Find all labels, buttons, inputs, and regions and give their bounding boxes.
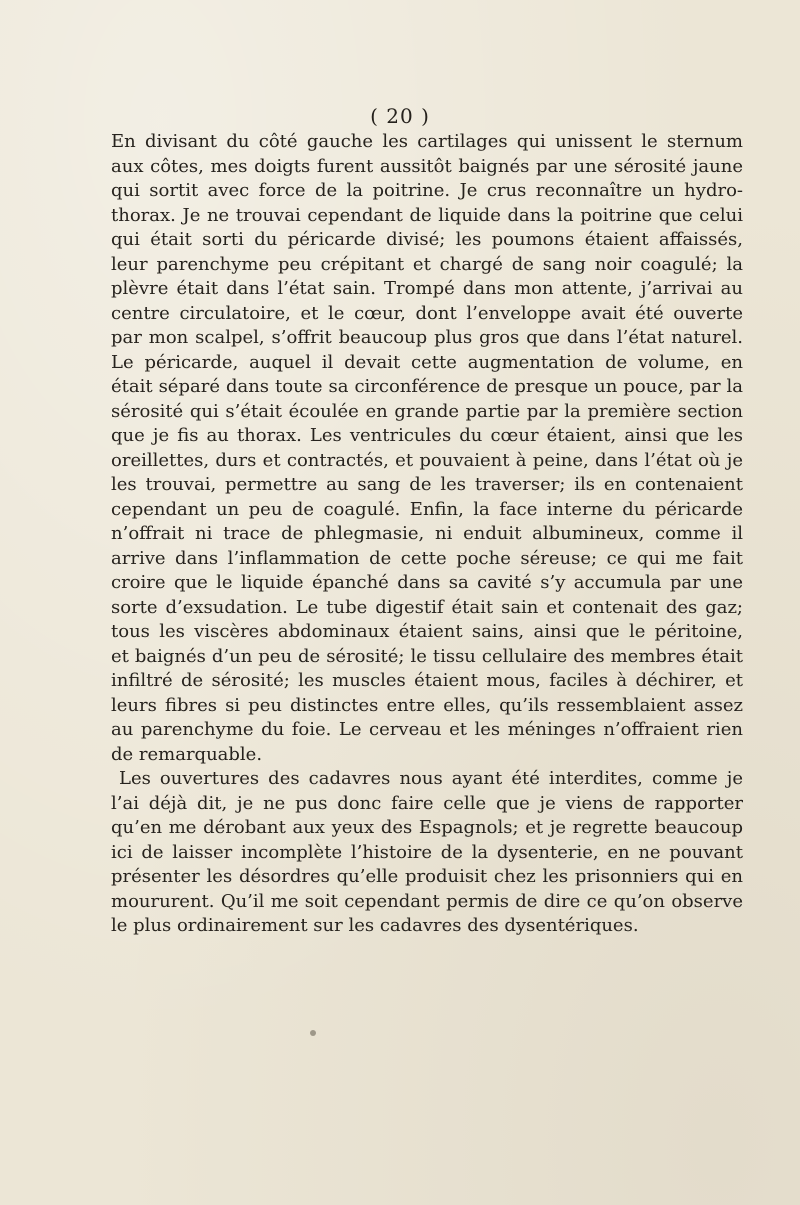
page-number: ( 20 )	[370, 104, 430, 128]
ink-spot	[310, 1030, 316, 1036]
text-line: thorax. Je ne trouvai cependant de liquide dans la poitrine que celui	[111, 204, 743, 226]
text-line: cependant un peu de coagulé. Enfin, la face interne du péricarde	[111, 498, 743, 520]
text-line: Les ouvertures des cadavres nous ayant été interdites, comme je	[119, 768, 743, 789]
text-line: oreillettes, durs et contractés, et pouvaient à peine, dans l’état où je	[111, 449, 743, 471]
text-line: arrive dans l’inflammation de cette poche séreuse; ce qui me fait	[111, 547, 743, 569]
text-line: leur parenchyme peu crépitant et chargé de sang noir coagulé; la	[111, 253, 743, 275]
text-line: plèvre était dans l’état sain. Trompé dans mon attente, j’arrivai au	[111, 278, 743, 299]
text-line: par mon scalpel, s’offrit beaucoup plus gros que dans l’état naturel.	[111, 327, 743, 348]
text-line: présenter les désordres qu’elle produisit chez les prisonniers qui en	[111, 866, 743, 887]
text-line: Le péricarde, auquel il devait cette augmentation de volume, en	[111, 351, 743, 373]
paragraph-2	[111, 767, 743, 939]
body-text	[111, 130, 743, 939]
text-line: au parenchyme du foie. Le cerveau et les méninges n’offraient rien	[111, 719, 743, 740]
text-line: leurs fibres si peu distinctes entre elles, qu’ils ressemblaient assez	[111, 694, 743, 716]
text-line: tous les viscères abdominaux étaient sains, ainsi que le péritoine,	[111, 621, 743, 642]
text-line: aux côtes, mes doigts furent aussitôt baignés par une sérosité jaune	[111, 155, 743, 177]
text-line: et baignés d’un peu de sérosité; le tissu cellulaire des membres était	[111, 645, 743, 667]
text-line: était séparé dans toute sa circonférence de presque un pouce, par la	[111, 376, 743, 397]
text-line: ici de laisser incomplète l’histoire de la dysenterie, en ne pouvant	[111, 841, 743, 863]
text-line: infiltré de sérosité; les muscles étaient mous, faciles à déchirer, et	[111, 670, 743, 691]
text-line: de remarquable.	[111, 743, 263, 765]
text-line: le plus ordinairement sur les cadavres des dysentériques.	[111, 915, 639, 936]
text-line: croire que le liquide épanché dans sa cavité s’y accumula par une	[111, 572, 743, 593]
text-line: qui sortit avec force de la poitrine. Je crus reconnaître un hydro-	[111, 180, 743, 201]
text-line: les trouvai, permettre au sang de les traverser; ils en contenaient	[111, 474, 743, 495]
text-line: qui était sorti du péricarde divisé; les poumons étaient affaissés,	[111, 229, 743, 250]
text-line: moururent. Qu’il me soit cependant permis de dire ce qu’on observe	[111, 890, 743, 912]
text-line: sorte d’exsudation. Le tube digestif était sain et contenait des gaz;	[111, 596, 743, 618]
text-line: En divisant du côté gauche les cartilages qui unissent le sternum	[111, 131, 743, 152]
paragraph-1	[111, 130, 743, 767]
text-line: qu’en me dérobant aux yeux des Espagnols; et je regrette beaucoup	[111, 817, 743, 838]
text-line: centre circulatoire, et le cœur, dont l’enveloppe avait été ouverte	[111, 302, 743, 324]
text-line: l’ai déjà dit, je ne pus donc faire celle que je viens de rapporter	[111, 792, 743, 814]
text-line: n’offrait ni trace de phlegmasie, ni enduit albumineux, comme il	[111, 523, 743, 544]
text-line: que je fis au thorax. Les ventricules du cœur étaient, ainsi que les	[111, 425, 743, 446]
text-line: sérosité qui s’était écoulée en grande partie par la première section	[111, 400, 743, 422]
